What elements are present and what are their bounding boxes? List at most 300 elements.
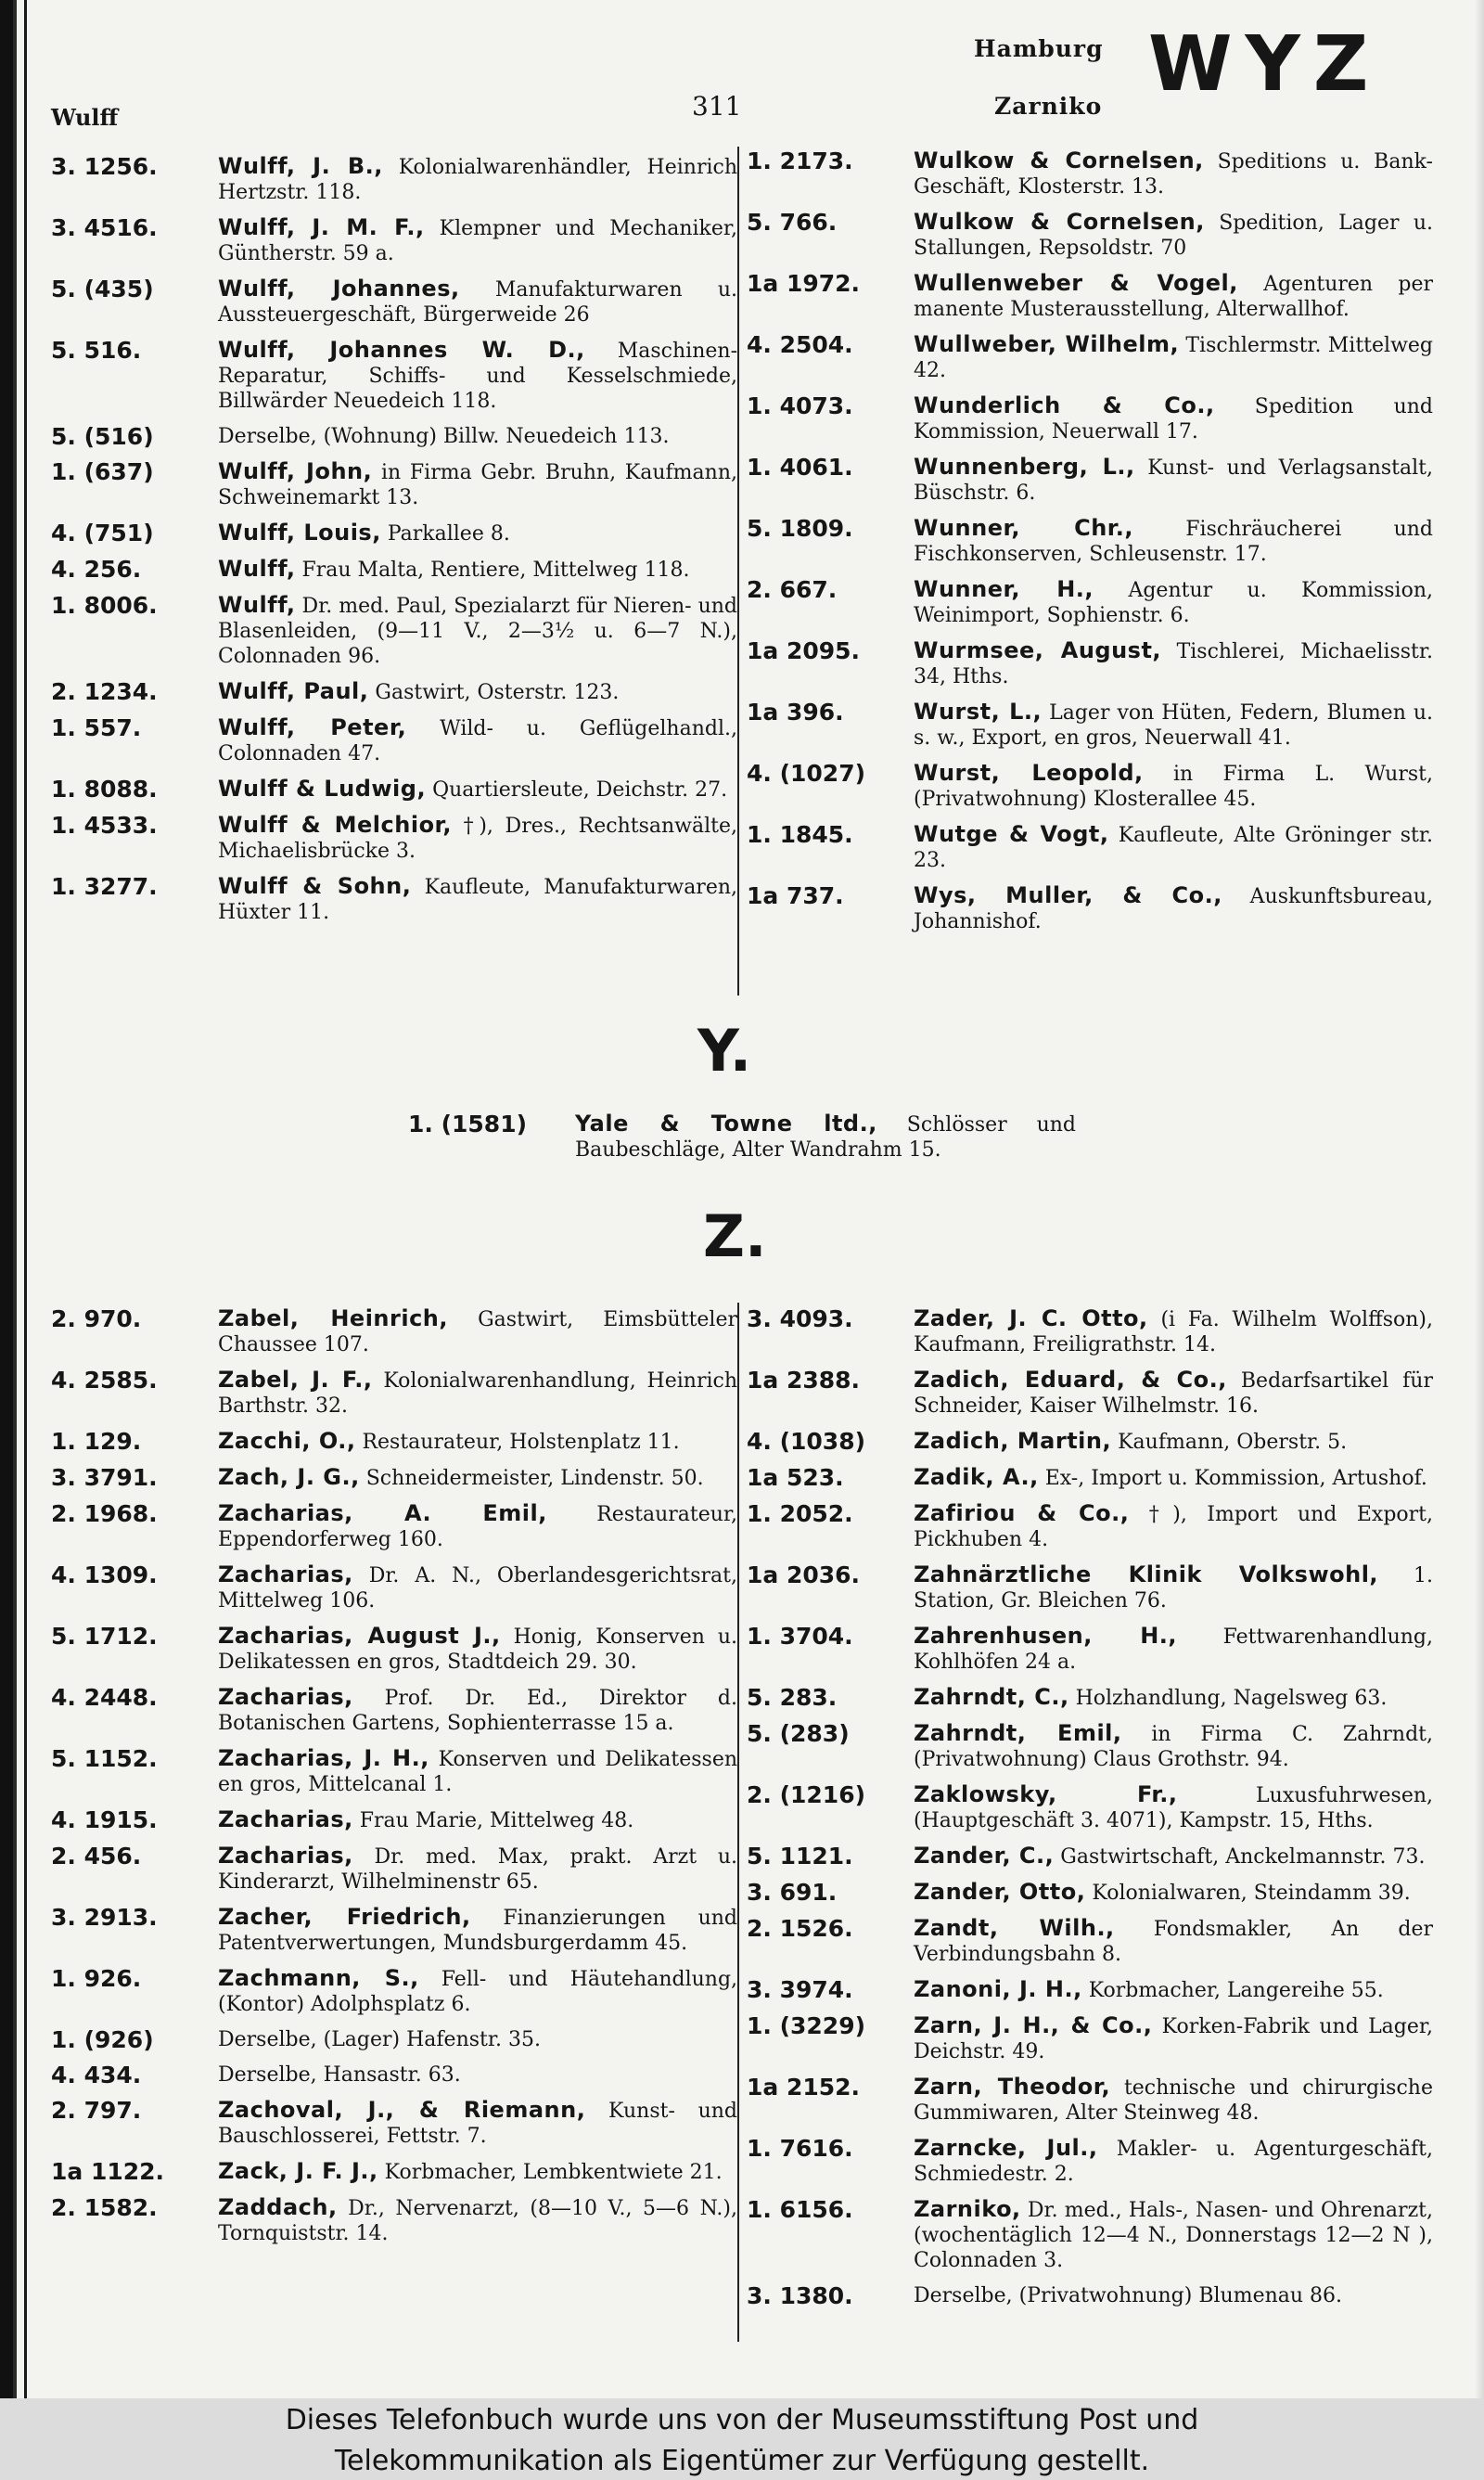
entry-details: (i Fa. Wilhelm Wolffson), Kaufmann, Freiligrathstr. 14.	[914, 1308, 1433, 1356]
entry-text	[218, 2062, 737, 2088]
phone-number: 1a 1972.	[747, 270, 861, 297]
entry-text	[914, 1721, 1433, 1772]
phone-number: 1. (637)	[51, 458, 154, 485]
entry-text	[218, 2027, 737, 2052]
entry-name: Wulff, John,	[218, 458, 373, 484]
list-item	[51, 593, 737, 669]
list-item	[51, 777, 737, 803]
entry-text	[914, 883, 1433, 934]
entry-name: Zachmann, S.,	[218, 1965, 419, 1991]
header-last-keyword: Zarniko	[994, 93, 1103, 120]
phone-number: 3. 1380.	[747, 2282, 853, 2309]
column-w-left	[51, 154, 737, 935]
list-item	[747, 271, 1433, 322]
entry-details: Kaufleute, Alte Gröninger str. 23.	[914, 824, 1433, 872]
entry-text	[914, 577, 1433, 628]
entry-details: Tischlerei, Michaelisstr. 34, Hths.	[914, 640, 1433, 688]
entry-details: Korbmacher, Langereihe 55.	[1088, 1979, 1384, 2002]
phone-number: 4. 434.	[51, 2062, 142, 2088]
phone-number: 1. 3704.	[747, 1623, 853, 1650]
entry-details: Derselbe, (Wohnung) Billw. Neuedeich 113.	[218, 425, 670, 448]
page-edge	[1475, 0, 1484, 2398]
phone-number: 1. 557.	[51, 714, 142, 741]
list-item	[51, 874, 737, 925]
entry-name: Wulff & Ludwig,	[218, 776, 427, 802]
entry-details: Konserven und Delikatessen en gros, Mittelcanal 1.	[218, 1748, 738, 1796]
column-divider	[737, 147, 739, 996]
entry-name: Wys, Muller, & Co.,	[914, 882, 1222, 908]
list-item	[51, 679, 737, 705]
entry-name: Wulff, Paul,	[218, 678, 369, 704]
phone-number: 4. (1038)	[747, 1428, 866, 1455]
entry-details: Spedition und Kommission, Neuerwall 17.	[914, 395, 1433, 443]
entry-details: Prof. Dr. Ed., Direktor d. Botanischen Gartens, Sophienterrasse 15 a.	[218, 1687, 737, 1735]
list-item	[51, 2098, 737, 2149]
phone-number: 1. 2173.	[747, 148, 853, 174]
list-item	[747, 2283, 1433, 2308]
entry-name: Zack, J. F. J.,	[218, 2158, 378, 2184]
list-item	[51, 1685, 737, 1736]
entry-details: Kaufmann, Oberstr. 5.	[1118, 1431, 1348, 1454]
entry-details: Wild- u. Geflügelhandl., Colonnaden 47.	[218, 717, 737, 765]
entry-text	[914, 1368, 1433, 1419]
entry-details: Kolonialwaren, Steindamm 39.	[1092, 1882, 1411, 1905]
entry-name: Zadich, Eduard, & Co.,	[914, 1367, 1227, 1393]
entry-text	[218, 1429, 737, 1455]
list-item	[747, 700, 1433, 751]
entry-text	[218, 1746, 737, 1797]
entry-details: Luxusfuhrwesen, (Hauptgeschäft 3. 4071), Kampstr. 15, Hths.	[914, 1784, 1434, 1832]
list-item	[51, 813, 737, 864]
entry-text	[914, 2013, 1433, 2064]
entry-name: Wunnenberg, L.,	[914, 454, 1135, 480]
entry-text	[914, 1977, 1433, 2003]
entry-text	[218, 1306, 737, 1357]
footer-notice	[0, 2398, 1484, 2480]
section-letter-y: Y.	[697, 1017, 752, 1085]
entry-text	[914, 516, 1433, 567]
entry-text	[914, 1782, 1433, 1833]
entry-name: Zahrenhusen, H.,	[914, 1623, 1178, 1649]
entry-text	[218, 1966, 737, 2017]
phone-number: 4. (751)	[51, 520, 154, 546]
entry-name: Wulff,	[218, 556, 296, 582]
list-item	[51, 2027, 737, 2052]
list-item	[747, 2136, 1433, 2187]
phone-number: 3. 3974.	[747, 1976, 853, 2003]
entry-details: Gastwirt, Osterstr. 123.	[375, 681, 620, 704]
entry-details: Honig, Konserven u. Delikatessen en gros, Stadtdeich 29. 30.	[218, 1625, 737, 1674]
list-item	[51, 276, 737, 328]
phone-number: 1a 2095.	[747, 637, 861, 664]
phone-number: 1a 2036.	[747, 1561, 861, 1588]
phone-number: 1. 4533.	[51, 812, 158, 839]
entry-name: Wullweber, Wilhelm,	[914, 331, 1180, 357]
phone-number: 2. 667.	[747, 576, 838, 603]
entry-name: Zacharias,	[218, 1806, 353, 1832]
list-item	[51, 557, 737, 583]
list-item	[51, 1966, 737, 2017]
phone-number: 1. (926)	[51, 2026, 154, 2053]
list-item	[51, 154, 737, 205]
entry-details: Kunst- und Verlagsanstalt, Büschstr. 6.	[914, 456, 1433, 505]
entry-name: Wurmsee, August,	[914, 637, 1162, 663]
entry-text	[218, 2098, 737, 2149]
entry-name: Zarn, J. H., & Co.,	[914, 2012, 1153, 2038]
list-item	[51, 1501, 737, 1552]
entry-text	[914, 761, 1433, 812]
entry-details: Fondsmakler, An der Verbindungsbahn 8.	[914, 1918, 1433, 1966]
entry-name: Wutge & Vogt,	[914, 821, 1109, 847]
phone-number: 1a 2152.	[747, 2074, 861, 2101]
phone-number: 1. 1845.	[747, 821, 853, 848]
entry-text	[218, 777, 737, 803]
entry-text	[218, 1368, 737, 1419]
entry-text	[914, 2197, 1433, 2273]
list-item	[747, 1624, 1433, 1675]
entry-text	[218, 1807, 737, 1833]
entry-details: Fischräucherei und Fischkonserven, Schleusenstr. 17.	[914, 518, 1433, 566]
entry-details: Derselbe, (Lager) Hafenstr. 35.	[218, 2028, 541, 2051]
entry-details: Tischlermstr. Mittelweg 42.	[914, 334, 1434, 382]
entry-details: Dr. med., Hals-, Nasen- und Ohrenarzt, (wochentäglich 12—4 N., Donnerstags 12—2 N ), Colonnaden 3.	[914, 2199, 1433, 2272]
entry-text	[218, 679, 737, 705]
entry-text	[218, 424, 737, 449]
entry-details: Lager von Hüten, Federn, Blumen u. s. w., Export, en gros, Neuerwall 41.	[914, 701, 1434, 750]
entry-name: Zadich, Martin,	[914, 1428, 1112, 1454]
phone-number: 1. (3229)	[747, 2012, 866, 2039]
entry-text	[218, 215, 737, 266]
list-item	[51, 1465, 737, 1491]
entry-text	[575, 1112, 1076, 1163]
entry-name: Zandt, Wilh.,	[914, 1915, 1115, 1941]
entry-text	[914, 2283, 1433, 2308]
entry-details: Finanzierungen und Patentverwertungen, Mundsburgerdamm 45.	[218, 1907, 737, 1955]
list-item	[51, 424, 737, 449]
list-item	[51, 1429, 737, 1455]
phone-number: 1. 129.	[51, 1428, 142, 1455]
phone-number: 1. 4061.	[747, 454, 853, 481]
entry-text	[914, 148, 1433, 199]
entry-text	[914, 210, 1433, 261]
phone-number: 1. 3277.	[51, 873, 158, 900]
entry-name: Zader, J. C. Otto,	[914, 1305, 1148, 1331]
entry-details: Kunst- und Bauschlosserei, Fettstr. 7.	[218, 2100, 737, 2148]
phone-number: 1. 2052.	[747, 1500, 853, 1527]
entry-name: Wulff & Sohn,	[218, 873, 412, 899]
entry-name: Wulff & Melchior,	[218, 812, 452, 838]
phone-number: 1a 737.	[747, 882, 844, 909]
phone-number: 4. 2448.	[51, 1684, 158, 1711]
phone-number: 1a 523.	[747, 1464, 844, 1491]
list-item	[747, 1306, 1433, 1357]
entry-name: Zabel, Heinrich,	[218, 1305, 449, 1331]
list-item	[747, 1782, 1433, 1833]
entry-text	[218, 276, 737, 328]
entry-details: Dr. med. Max, prakt. Arzt u. Kinderarzt, Wilhelminenstr 65.	[218, 1845, 738, 1894]
phone-number: 1. (1581)	[408, 1111, 528, 1137]
list-item	[747, 1465, 1433, 1491]
phone-number: 4. 1309.	[51, 1561, 158, 1588]
entry-details: Manufakturwaren u. Aussteuergeschäft, Bürgerweide 26	[218, 278, 737, 327]
list-item	[747, 1977, 1433, 2003]
phone-number: 2. 456.	[51, 1843, 142, 1870]
phone-number: 3. 3791.	[51, 1464, 158, 1491]
phone-number: 5. (516)	[51, 423, 154, 450]
phone-number: 1. 4073.	[747, 392, 853, 419]
list-item	[747, 1562, 1433, 1613]
entry-name: Zacharias, August J.,	[218, 1623, 501, 1649]
entry-name: Wulff, Johannes W. D.,	[218, 337, 585, 363]
phone-number: 3. 4093.	[747, 1305, 853, 1332]
phone-number: 5. (283)	[747, 1720, 850, 1747]
list-item	[747, 638, 1433, 689]
entry-details: Auskunftsbureau, Johannishof.	[914, 885, 1433, 933]
list-item	[51, 2195, 737, 2246]
phone-number: 3. 1256.	[51, 153, 158, 180]
entry-details: Parkallee 8.	[387, 522, 510, 546]
list-item	[51, 1844, 737, 1895]
entry-name: Wullenweber & Vogel,	[914, 270, 1238, 296]
entry-text	[914, 1685, 1433, 1711]
entry-name: Zarn, Theodor,	[914, 2074, 1111, 2100]
section-letter-z: Z.	[703, 1202, 767, 1270]
column-divider	[737, 1303, 739, 2342]
entry-text	[914, 1501, 1433, 1552]
entry-details: Quartiersleute, Deichstr. 27.	[432, 778, 728, 802]
list-item	[51, 1905, 737, 1956]
entry-details: Schneidermeister, Lindenstr. 50.	[365, 1467, 704, 1490]
entry-text	[914, 700, 1433, 751]
footer-line-2: Telekommunikation als Eigentümer zur Verfügung gestellt.	[334, 2445, 1150, 2477]
entry-details: Korken-Fabrik und Lager, Deichstr. 49.	[914, 2015, 1433, 2063]
entry-details: Gastwirt, Eimsbütteler Chaussee 107.	[218, 1308, 738, 1356]
list-item	[747, 577, 1433, 628]
phone-number: 1. 8088.	[51, 776, 158, 803]
entry-name: Zaklowsky, Fr.,	[914, 1781, 1178, 1807]
entry-details: Restaurateur, Holstenplatz 11.	[362, 1431, 680, 1454]
phone-number: 3. 691.	[747, 1879, 838, 1906]
phone-number: 1. 8006.	[51, 592, 158, 619]
phone-number: 2. 1234.	[51, 678, 158, 705]
phone-number: 1. 7616.	[747, 2135, 853, 2162]
entry-name: Zacharias, A. Emil,	[218, 1500, 547, 1526]
entry-name: Wulff,	[218, 592, 296, 618]
list-item	[747, 1501, 1433, 1552]
phone-number: 5. 766.	[747, 209, 838, 236]
entry-details: in Firma C. Zahrndt, (Privatwohnung) Claus Grothstr. 94.	[914, 1723, 1433, 1771]
phone-number: 1a 2388.	[747, 1367, 861, 1394]
page-binding	[0, 0, 37, 2398]
entry-name: Zarniko,	[914, 2196, 1021, 2222]
entry-details: Ex-, Import u. Kommission, Artushof.	[1044, 1467, 1427, 1490]
entry-text	[914, 455, 1433, 506]
list-item	[747, 1429, 1433, 1455]
entry-name: Wulff, Peter,	[218, 714, 407, 740]
entry-details: †), Import und Export, Pickhuben 4.	[914, 1503, 1433, 1551]
entry-details: Maschinen-Reparatur, Schiffs- und Kesselschmiede, Billwärder Neuedeich 118.	[218, 340, 737, 413]
entry-details: Fell- und Häutehandlung, (Kontor) Adolphsplatz 6.	[218, 1968, 738, 2016]
entry-details: †), Dres., Rechtsanwälte, Michaelisbrücke 3.	[218, 815, 737, 863]
entry-details: Bedarfsartikel für Schneider, Kaiser Wilhelmstr. 16.	[914, 1369, 1433, 1418]
list-item	[747, 822, 1433, 873]
entry-details: Restaurateur, Eppendorferweg 160.	[218, 1503, 737, 1551]
entry-text	[914, 1844, 1433, 1870]
list-item	[747, 1685, 1433, 1711]
list-item	[51, 1368, 737, 1419]
entry-details: Kolonialwarenhändler, Heinrich Hertzstr. 118.	[218, 156, 738, 204]
list-item	[747, 883, 1433, 934]
list-item	[747, 516, 1433, 567]
header-left-keyword: Wulff	[51, 104, 119, 131]
phone-number: 2. 1582.	[51, 2194, 158, 2221]
header-city: Hamburg	[974, 35, 1104, 62]
list-item	[51, 2062, 737, 2088]
entry-details: Spedition, Lager u. Stallungen, Repsoldstr. 70	[914, 212, 1433, 260]
entry-name: Zacharias,	[218, 1561, 353, 1587]
entry-details: Schlösser und Baubeschläge, Alter Wandrahm 15.	[575, 1113, 1077, 1162]
column-w-right	[747, 148, 1433, 944]
list-item	[51, 1306, 737, 1357]
phone-number: 3. 2913.	[51, 1904, 158, 1931]
page-number: 311	[692, 91, 742, 122]
list-item	[747, 393, 1433, 444]
entry-text	[218, 154, 737, 205]
entry-name: Wulkow & Cornelsen,	[914, 209, 1205, 235]
phone-number: 3. 4516.	[51, 214, 158, 241]
phone-number: 1a 1122.	[51, 2158, 165, 2185]
entry-text	[914, 2136, 1433, 2187]
entry-text	[914, 1306, 1433, 1357]
entry-name: Zacharias, J. H.,	[218, 1745, 429, 1771]
entry-name: Wunner, H.,	[914, 576, 1094, 602]
entry-details: in Firma L. Wurst, (Privatwohnung) Klosterallee 45.	[914, 763, 1433, 811]
phone-number: 2. 970.	[51, 1305, 142, 1332]
entry-text	[218, 1624, 737, 1675]
entry-name: Zander, C.,	[914, 1843, 1055, 1869]
list-item	[747, 1916, 1433, 1967]
entry-details: 1. Station, Gr. Bleichen 76.	[914, 1564, 1433, 1613]
list-item	[747, 148, 1433, 199]
entry-details: Fettwarenhandlung, Kohlhöfen 24 a.	[914, 1625, 1433, 1674]
entry-name: Wulkow & Cornelsen,	[914, 148, 1204, 173]
entry-text	[218, 1562, 737, 1613]
entry-text	[914, 332, 1433, 383]
phone-number: 4. 2504.	[747, 331, 853, 358]
entry-text	[914, 1624, 1433, 1675]
footer-line-1: Dieses Telefonbuch wurde uns von der Museumsstiftung Post und	[285, 2404, 1199, 2436]
phone-number: 5. 1152.	[51, 1745, 158, 1772]
entry-text	[218, 338, 737, 414]
entry-text	[218, 2159, 737, 2185]
entry-name: Zander, Otto,	[914, 1879, 1086, 1905]
entry-details: Derselbe, (Privatwohnung) Blumenau 86.	[914, 2284, 1343, 2307]
entry-text	[914, 393, 1433, 444]
entry-text	[914, 2075, 1433, 2126]
phone-number: 2. (1216)	[747, 1781, 866, 1808]
list-item	[51, 1624, 737, 1675]
list-item	[747, 455, 1433, 506]
entry-name: Zacharias,	[218, 1843, 353, 1869]
list-item	[51, 338, 737, 414]
entry-text	[218, 874, 737, 925]
entry-text	[218, 1501, 737, 1552]
list-item	[51, 1746, 737, 1797]
entry-text	[914, 1916, 1433, 1967]
list-item	[747, 1368, 1433, 1419]
phone-number: 5. 283.	[747, 1684, 838, 1711]
list-item	[51, 1562, 737, 1613]
entry-name: Zabel, J. F.,	[218, 1367, 373, 1393]
list-item	[747, 2075, 1433, 2126]
entry-name: Zadik, A.,	[914, 1464, 1039, 1490]
entry-name: Wulff, Johannes,	[218, 276, 460, 302]
entry-details: in Firma Gebr. Bruhn, Kaufmann, Schweinemarkt 13.	[218, 461, 737, 509]
entry-text	[914, 271, 1433, 322]
yale-entry	[408, 1112, 1076, 1173]
list-item	[747, 2197, 1433, 2273]
list-item	[408, 1112, 1076, 1163]
entry-text	[914, 1880, 1433, 1906]
entry-details: Dr. med. Paul, Spezialarzt für Nieren- und Blasenleiden, (9—11 V., 2—3½ u. 6—7 N.), Colonnaden 96.	[218, 595, 737, 668]
list-item	[51, 459, 737, 510]
header-letters: WYZ	[1148, 20, 1382, 109]
entry-details: Frau Marie, Mittelweg 48.	[359, 1809, 634, 1832]
column-z-right	[747, 1306, 1433, 2319]
entry-text	[914, 1465, 1433, 1491]
list-item	[51, 520, 737, 546]
entry-text	[218, 593, 737, 669]
entry-text	[218, 557, 737, 583]
list-item	[747, 761, 1433, 812]
entry-name: Wurst, Leopold,	[914, 760, 1144, 786]
column-z-left	[51, 1306, 737, 2256]
entry-name: Wulff, J. B.,	[218, 153, 383, 179]
entry-details: Agentur u. Kommission, Weinimport, Sophienstr. 6.	[914, 579, 1433, 627]
entry-name: Zacchi, O.,	[218, 1428, 356, 1454]
entry-name: Zahrndt, C.,	[914, 1684, 1069, 1710]
entry-name: Wunderlich & Co.,	[914, 392, 1215, 418]
phone-number: 4. 256.	[51, 556, 142, 583]
entry-details: Kaufleute, Manufakturwaren, Hüxter 11.	[218, 876, 738, 924]
entry-name: Zach, J. G.,	[218, 1464, 360, 1490]
entry-text	[218, 459, 737, 510]
list-item	[51, 215, 737, 266]
phone-number: 4. 1915.	[51, 1806, 158, 1833]
entry-details: technische und chirurgische Gummiwaren, Alter Steinweg 48.	[914, 2076, 1433, 2125]
phone-number: 2. 1526.	[747, 1915, 853, 1942]
entry-name: Zahnärztliche Klinik Volkswohl,	[914, 1561, 1379, 1587]
phone-number: 5. 516.	[51, 337, 142, 364]
entry-name: Zaddach,	[218, 2194, 338, 2220]
entry-text	[218, 813, 737, 864]
entry-name: Wulff, J. M. F.,	[218, 214, 425, 240]
entry-text	[218, 1685, 737, 1736]
list-item	[51, 2159, 737, 2185]
entry-text	[914, 1429, 1433, 1455]
entry-details: Korbmacher, Lembkentwiete 21.	[384, 2161, 723, 2184]
entry-name: Zanoni, J. H.,	[914, 1976, 1082, 2002]
list-item	[51, 1807, 737, 1833]
entry-name: Zachoval, J., & Riemann,	[218, 2097, 586, 2123]
entry-name: Zarncke, Jul.,	[914, 2135, 1098, 2161]
entry-details: Klempner und Mechaniker, Güntherstr. 59 a.	[218, 217, 738, 265]
entry-details: Kolonialwarenhandlung, Heinrich Barthstr. 32.	[218, 1369, 737, 1418]
list-item	[51, 715, 737, 766]
phone-number: 2. 797.	[51, 2097, 142, 2124]
entry-text	[218, 1905, 737, 1956]
phone-number: 4. 2585.	[51, 1367, 158, 1394]
